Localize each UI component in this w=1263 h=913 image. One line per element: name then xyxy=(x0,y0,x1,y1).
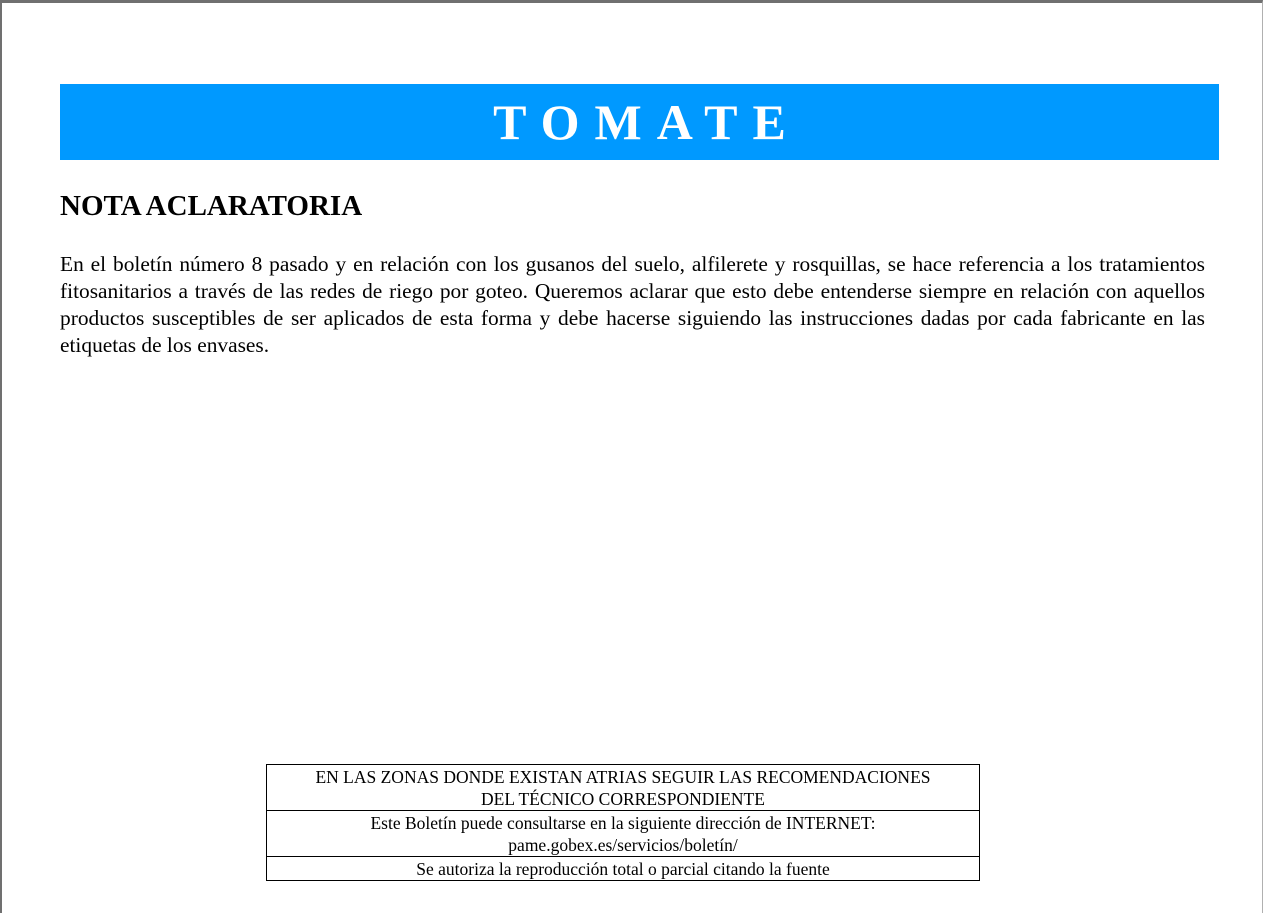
section-heading: NOTA ACLARATORIA xyxy=(60,190,363,222)
document-title: TOMATE xyxy=(493,94,801,150)
footer-cell-internet xyxy=(267,811,980,857)
footer-notice-box xyxy=(266,764,980,881)
footer-cell-atrias xyxy=(267,765,980,811)
footer-internet-url: pame.gobex.es/servicios/boletín/ xyxy=(508,835,738,855)
footer-cell-reproduction xyxy=(267,857,980,881)
footer-internet-line-1: Este Boletín puede consultarse en la siguiente dirección de INTERNET: xyxy=(370,813,876,833)
title-banner xyxy=(60,84,1219,160)
footer-reproduction-text: Se autoriza la reproducción total o parcial citando la fuente xyxy=(416,859,830,879)
footer-row-reproduction xyxy=(267,857,980,881)
footer-atrias-line-2: DEL TÉCNICO CORRESPONDIENTE xyxy=(481,789,765,809)
footer-row-atrias xyxy=(267,765,980,811)
footer-row-internet xyxy=(267,811,980,857)
section-paragraph: En el boletín número 8 pasado y en relación con los gusanos del suelo, alfilerete y rosquillas, se hace referencia a los tratamientos fitosanitarios a través de las redes de riego por goteo. Queremos aclarar que esto debe entenderse siempre en relación con aquellos productos susceptibles de ser aplicados de esta forma y debe hacerse siguiendo las instrucciones dadas por cada fabricante en las etiquetas de los envases. xyxy=(60,252,1205,357)
footer-atrias-line-1: EN LAS ZONAS DONDE EXISTAN ATRIAS SEGUIR LAS RECOMENDACIONES xyxy=(315,767,931,787)
